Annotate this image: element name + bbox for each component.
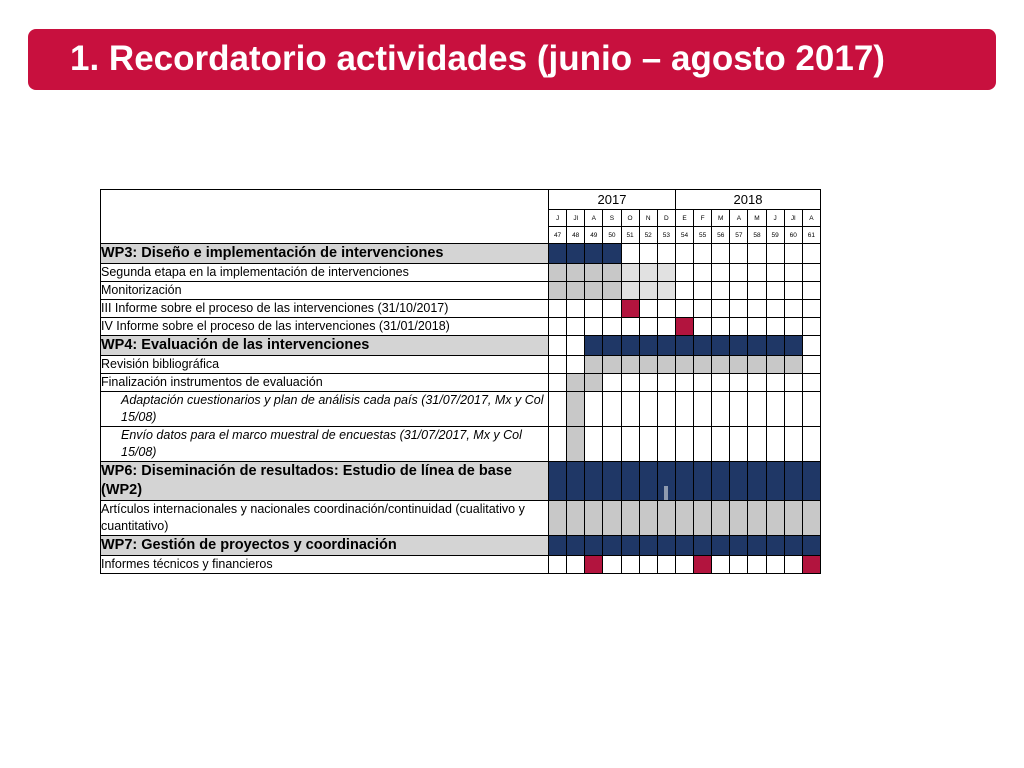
- month-number-header: 56: [712, 227, 730, 244]
- month-number-header: 58: [748, 227, 766, 244]
- activity-cell: [549, 462, 567, 501]
- empty-cell: [603, 392, 621, 427]
- activity-cell: [585, 264, 603, 282]
- empty-cell: [712, 300, 730, 318]
- empty-cell: [657, 374, 675, 392]
- activity-cell: [675, 356, 693, 374]
- empty-cell: [567, 300, 585, 318]
- task-label: Segunda etapa en la implementación de intervenciones: [101, 264, 549, 282]
- activity-cell: [549, 244, 567, 264]
- empty-cell: [603, 374, 621, 392]
- activity-cell: [802, 462, 820, 501]
- month-number-header: 52: [639, 227, 657, 244]
- empty-cell: [549, 374, 567, 392]
- activity-cell: [603, 336, 621, 356]
- activity-cell: [585, 336, 603, 356]
- empty-cell: [748, 392, 766, 427]
- empty-cell: [694, 318, 712, 336]
- activity-cell: [657, 282, 675, 300]
- empty-cell: [730, 300, 748, 318]
- activity-cell: [657, 264, 675, 282]
- activity-cell: [621, 356, 639, 374]
- empty-cell: [657, 318, 675, 336]
- empty-cell: [639, 244, 657, 264]
- empty-cell: [730, 556, 748, 574]
- gantt-table: [100, 189, 821, 574]
- empty-cell: [784, 392, 802, 427]
- empty-cell: [730, 282, 748, 300]
- month-number-header: 49: [585, 227, 603, 244]
- activity-cell: [766, 336, 784, 356]
- empty-cell: [657, 244, 675, 264]
- empty-cell: [675, 282, 693, 300]
- activity-cell: [621, 501, 639, 536]
- empty-cell: [784, 427, 802, 462]
- empty-cell: [802, 427, 820, 462]
- month-header: F: [694, 210, 712, 227]
- empty-cell: [621, 556, 639, 574]
- empty-cell: [694, 427, 712, 462]
- month-header: O: [621, 210, 639, 227]
- empty-cell: [621, 374, 639, 392]
- empty-cell: [784, 264, 802, 282]
- empty-cell: [675, 244, 693, 264]
- month-header: M: [748, 210, 766, 227]
- activity-cell: [748, 536, 766, 556]
- activity-cell: [694, 356, 712, 374]
- empty-cell: [712, 264, 730, 282]
- activity-cell: [549, 264, 567, 282]
- empty-cell: [802, 318, 820, 336]
- empty-cell: [694, 374, 712, 392]
- empty-cell: [603, 300, 621, 318]
- month-header: D: [657, 210, 675, 227]
- activity-cell: [712, 336, 730, 356]
- empty-cell: [730, 244, 748, 264]
- empty-cell: [603, 556, 621, 574]
- empty-cell: [694, 264, 712, 282]
- empty-cell: [766, 374, 784, 392]
- empty-cell: [766, 300, 784, 318]
- empty-cell: [712, 374, 730, 392]
- activity-cell: [766, 536, 784, 556]
- task-label: Envío datos para el marco muestral de encuestas (31/07/2017, Mx y Col 15/08): [101, 427, 549, 462]
- empty-cell: [730, 318, 748, 336]
- empty-cell: [784, 282, 802, 300]
- activity-cell: [784, 356, 802, 374]
- activity-cell: [766, 501, 784, 536]
- task-row: [101, 427, 821, 462]
- month-number-header: 48: [567, 227, 585, 244]
- task-row: [101, 264, 821, 282]
- empty-cell: [784, 318, 802, 336]
- month-header: Jl: [784, 210, 802, 227]
- activity-cell: [621, 336, 639, 356]
- empty-cell: [802, 336, 820, 356]
- activity-cell: [549, 536, 567, 556]
- activity-cell: [657, 356, 675, 374]
- activity-cell: [639, 536, 657, 556]
- workpackage-row: [101, 462, 821, 501]
- task-label: Informes técnicos y financieros: [101, 556, 549, 574]
- empty-cell: [712, 282, 730, 300]
- activity-cell: [748, 336, 766, 356]
- activity-cell: [585, 356, 603, 374]
- empty-cell: [639, 392, 657, 427]
- activity-cell: [802, 501, 820, 536]
- empty-cell: [675, 427, 693, 462]
- month-header: M: [712, 210, 730, 227]
- activity-cell: [730, 356, 748, 374]
- activity-cell: [694, 501, 712, 536]
- activity-cell: [585, 536, 603, 556]
- activity-cell: [712, 501, 730, 536]
- empty-cell: [657, 300, 675, 318]
- month-header: A: [802, 210, 820, 227]
- activity-cell: [567, 501, 585, 536]
- month-number-header: 59: [766, 227, 784, 244]
- empty-cell: [712, 556, 730, 574]
- workpackage-label: WP6: Diseminación de resultados: Estudio de línea de base (WP2): [101, 462, 549, 501]
- empty-cell: [748, 374, 766, 392]
- activity-cell: [766, 356, 784, 374]
- activity-cell: [567, 282, 585, 300]
- milestone-cell: [675, 318, 693, 336]
- year-header-2018: 2018: [675, 190, 820, 210]
- month-number-header: 51: [621, 227, 639, 244]
- task-label: III Informe sobre el proceso de las intervenciones (31/10/2017): [101, 300, 549, 318]
- activity-cell: [639, 462, 657, 501]
- task-label: Revisión bibliográfica: [101, 356, 549, 374]
- empty-cell: [675, 392, 693, 427]
- activity-cell: [567, 536, 585, 556]
- task-label: Artículos internacionales y nacionales coordinación/continuidad (cualitativo y cuantitativo): [101, 501, 549, 536]
- task-row: [101, 374, 821, 392]
- empty-cell: [802, 392, 820, 427]
- empty-cell: [567, 336, 585, 356]
- workpackage-label: WP3: Diseño e implementación de intervenciones: [101, 244, 549, 264]
- task-row: [101, 556, 821, 574]
- empty-cell: [748, 282, 766, 300]
- empty-cell: [603, 318, 621, 336]
- activity-cell: [675, 462, 693, 501]
- activity-cell: [657, 536, 675, 556]
- activity-cell: [585, 244, 603, 264]
- empty-cell: [585, 427, 603, 462]
- activity-cell: [730, 536, 748, 556]
- empty-cell: [657, 427, 675, 462]
- empty-cell: [802, 374, 820, 392]
- empty-cell: [802, 244, 820, 264]
- empty-cell: [694, 244, 712, 264]
- empty-cell: [748, 318, 766, 336]
- workpackage-label: WP7: Gestión de proyectos y coordinación: [101, 536, 549, 556]
- empty-cell: [549, 392, 567, 427]
- empty-cell: [784, 556, 802, 574]
- month-number-header: 57: [730, 227, 748, 244]
- activity-cell: [549, 282, 567, 300]
- task-row: [101, 282, 821, 300]
- empty-cell: [549, 556, 567, 574]
- empty-cell: [748, 427, 766, 462]
- empty-cell: [766, 392, 784, 427]
- month-header: N: [639, 210, 657, 227]
- activity-cell: [694, 336, 712, 356]
- empty-cell: [549, 427, 567, 462]
- empty-cell: [766, 427, 784, 462]
- empty-cell: [748, 300, 766, 318]
- bar-marker: [664, 486, 668, 500]
- empty-cell: [802, 300, 820, 318]
- month-number-header: 60: [784, 227, 802, 244]
- activity-cell: [784, 462, 802, 501]
- task-row: [101, 318, 821, 336]
- task-label: Finalización instrumentos de evaluación: [101, 374, 549, 392]
- empty-cell: [748, 244, 766, 264]
- empty-cell: [621, 392, 639, 427]
- month-header: A: [585, 210, 603, 227]
- activity-cell: [567, 374, 585, 392]
- empty-cell: [766, 244, 784, 264]
- year-header-row: [101, 190, 821, 210]
- title-bar: [28, 29, 996, 90]
- empty-cell: [621, 318, 639, 336]
- activity-cell: [603, 501, 621, 536]
- empty-cell: [621, 244, 639, 264]
- empty-cell: [712, 427, 730, 462]
- empty-cell: [712, 392, 730, 427]
- empty-cell: [549, 300, 567, 318]
- activity-cell: [639, 264, 657, 282]
- task-label: IV Informe sobre el proceso de las intervenciones (31/01/2018): [101, 318, 549, 336]
- empty-cell: [657, 392, 675, 427]
- activity-cell: [603, 356, 621, 374]
- activity-cell: [712, 462, 730, 501]
- activity-cell: [712, 356, 730, 374]
- activity-cell: [784, 336, 802, 356]
- activity-cell: [675, 501, 693, 536]
- activity-cell: [549, 501, 567, 536]
- empty-cell: [657, 556, 675, 574]
- empty-cell: [639, 556, 657, 574]
- empty-cell: [766, 282, 784, 300]
- page-title: 1. Recordatorio actividades (junio – agosto 2017): [70, 39, 885, 78]
- milestone-cell: [585, 556, 603, 574]
- activity-cell: [639, 336, 657, 356]
- empty-cell: [730, 374, 748, 392]
- activity-cell: [784, 501, 802, 536]
- empty-cell: [694, 392, 712, 427]
- empty-cell: [802, 282, 820, 300]
- month-header: J: [766, 210, 784, 227]
- empty-cell: [766, 556, 784, 574]
- milestone-cell: [694, 556, 712, 574]
- activity-cell: [675, 336, 693, 356]
- empty-cell: [694, 282, 712, 300]
- task-label: Adaptación cuestionarios y plan de análisis cada país (31/07/2017, Mx y Col 15/08): [101, 392, 549, 427]
- empty-cell: [549, 336, 567, 356]
- empty-cell: [802, 356, 820, 374]
- activity-cell: [694, 462, 712, 501]
- activity-cell: [748, 501, 766, 536]
- workpackage-row: [101, 536, 821, 556]
- header-blank: [101, 190, 549, 244]
- activity-cell: [621, 264, 639, 282]
- month-header: A: [730, 210, 748, 227]
- activity-cell: [621, 282, 639, 300]
- empty-cell: [639, 374, 657, 392]
- activity-cell: [639, 356, 657, 374]
- activity-cell: [675, 536, 693, 556]
- empty-cell: [766, 264, 784, 282]
- empty-cell: [567, 356, 585, 374]
- month-number-header: 53: [657, 227, 675, 244]
- empty-cell: [675, 556, 693, 574]
- activity-cell: [712, 536, 730, 556]
- activity-cell: [657, 336, 675, 356]
- activity-cell: [603, 462, 621, 501]
- empty-cell: [567, 318, 585, 336]
- activity-cell: [621, 462, 639, 501]
- activity-cell: [585, 462, 603, 501]
- empty-cell: [585, 392, 603, 427]
- task-row: [101, 300, 821, 318]
- activity-cell: [603, 282, 621, 300]
- month-header: S: [603, 210, 621, 227]
- activity-cell: [657, 501, 675, 536]
- empty-cell: [730, 427, 748, 462]
- month-number-header: 55: [694, 227, 712, 244]
- empty-cell: [675, 300, 693, 318]
- empty-cell: [730, 264, 748, 282]
- empty-cell: [766, 318, 784, 336]
- empty-cell: [585, 318, 603, 336]
- activity-cell: [730, 462, 748, 501]
- activity-cell: [585, 282, 603, 300]
- activity-cell: [567, 427, 585, 462]
- activity-cell: [784, 536, 802, 556]
- empty-cell: [675, 264, 693, 282]
- activity-cell: [639, 501, 657, 536]
- workpackage-row: [101, 244, 821, 264]
- activity-cell: [585, 374, 603, 392]
- activity-cell: [567, 264, 585, 282]
- activity-cell: [657, 462, 675, 501]
- workpackage-label: WP4: Evaluación de las intervenciones: [101, 336, 549, 356]
- activity-cell: [748, 356, 766, 374]
- empty-cell: [694, 300, 712, 318]
- activity-cell: [567, 462, 585, 501]
- activity-cell: [621, 536, 639, 556]
- activity-cell: [639, 282, 657, 300]
- activity-cell: [694, 536, 712, 556]
- empty-cell: [639, 427, 657, 462]
- activity-cell: [585, 501, 603, 536]
- activity-cell: [603, 244, 621, 264]
- activity-cell: [730, 336, 748, 356]
- month-number-header: 47: [549, 227, 567, 244]
- month-header: J: [549, 210, 567, 227]
- empty-cell: [748, 264, 766, 282]
- empty-cell: [712, 318, 730, 336]
- empty-cell: [802, 264, 820, 282]
- empty-cell: [621, 427, 639, 462]
- empty-cell: [639, 318, 657, 336]
- task-row: [101, 356, 821, 374]
- empty-cell: [549, 318, 567, 336]
- month-number-header: 50: [603, 227, 621, 244]
- month-header: Jl: [567, 210, 585, 227]
- milestone-cell: [621, 300, 639, 318]
- workpackage-row: [101, 336, 821, 356]
- milestone-cell: [802, 556, 820, 574]
- activity-cell: [802, 536, 820, 556]
- empty-cell: [730, 392, 748, 427]
- task-row: [101, 501, 821, 536]
- empty-cell: [549, 356, 567, 374]
- activity-cell: [766, 462, 784, 501]
- empty-cell: [675, 374, 693, 392]
- activity-cell: [567, 392, 585, 427]
- empty-cell: [784, 244, 802, 264]
- empty-cell: [639, 300, 657, 318]
- activity-cell: [567, 244, 585, 264]
- task-row: [101, 392, 821, 427]
- empty-cell: [784, 300, 802, 318]
- month-header: E: [675, 210, 693, 227]
- activity-cell: [603, 536, 621, 556]
- empty-cell: [585, 300, 603, 318]
- month-number-header: 61: [802, 227, 820, 244]
- empty-cell: [748, 556, 766, 574]
- activity-cell: [603, 264, 621, 282]
- year-header-2017: 2017: [549, 190, 676, 210]
- empty-cell: [603, 427, 621, 462]
- month-number-header: 54: [675, 227, 693, 244]
- activity-cell: [730, 501, 748, 536]
- empty-cell: [567, 556, 585, 574]
- task-label: Monitorización: [101, 282, 549, 300]
- empty-cell: [712, 244, 730, 264]
- empty-cell: [784, 374, 802, 392]
- activity-cell: [748, 462, 766, 501]
